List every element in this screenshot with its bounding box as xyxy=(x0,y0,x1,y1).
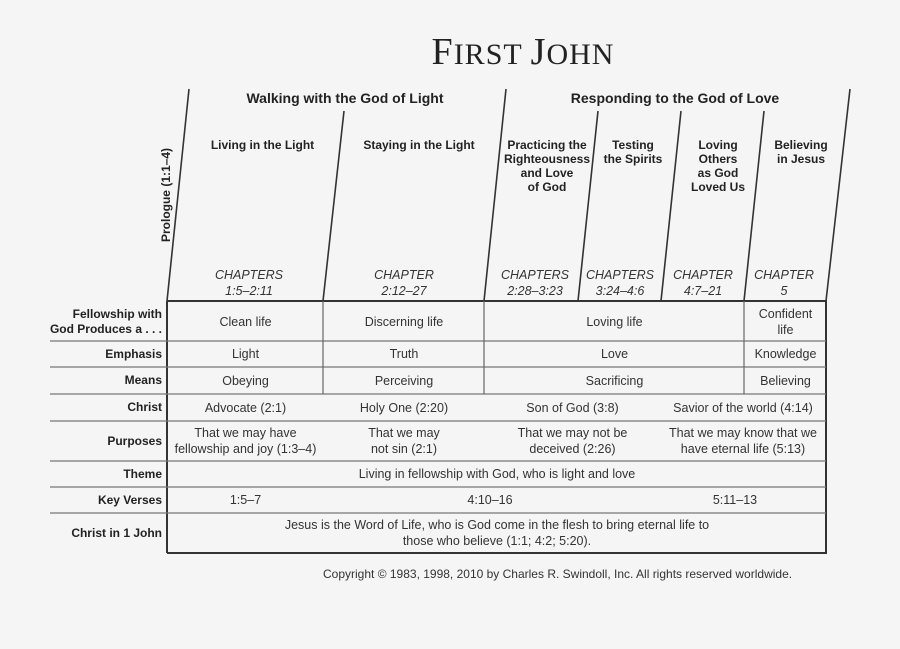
cell-christ-1: Advocate (2:1) xyxy=(204,400,287,415)
cell-emphasis-2: Truth xyxy=(389,347,419,361)
row-label-christ: Christ xyxy=(127,400,162,414)
column-heading-testing: Testing the Spirits xyxy=(603,138,663,166)
cell-fellowship-1: Clean life xyxy=(219,314,272,329)
cell-purposes-1: That we may have fellowship and joy (1:3–4) xyxy=(174,426,317,456)
section-heading-light: Walking with the God of Light xyxy=(246,90,444,106)
column-heading-loving-others: Loving Others as God Loved Us xyxy=(690,138,745,194)
chapter-ref-5: CHAPTER 4:7–21 xyxy=(673,268,733,298)
cell-key-verse-3: 5:11–13 xyxy=(712,493,758,507)
chapter-ref-4: CHAPTERS 3:24–4:6 xyxy=(585,268,655,298)
cell-means-4: Believing xyxy=(760,373,811,388)
row-label-fellowship: Fellowship with God Produces a . . . xyxy=(49,306,162,336)
cell-fellowship-4: Confident life xyxy=(758,306,813,337)
cell-means-1: Obeying xyxy=(222,373,269,388)
row-label-means: Means xyxy=(124,373,162,387)
column-heading-practicing: Practicing the Righteousness and Love of God xyxy=(503,138,590,194)
column-heading-believing: Believing in Jesus xyxy=(774,138,828,166)
cell-emphasis-4: Knowledge xyxy=(754,347,817,361)
chapter-ref-3: CHAPTERS 2:28–3:23 xyxy=(500,268,570,298)
chapter-ref-1: CHAPTERS 1:5–2:11 xyxy=(214,268,284,298)
cell-christ-in-john: Jesus is the Word of Life, who is God come in the flesh to bring eternal life to those who believe (1:1; 4:2; 5:20). xyxy=(284,518,710,548)
prologue-label: Prologue (1:1–4) xyxy=(159,147,173,243)
cell-emphasis-1: Light xyxy=(231,347,260,361)
copyright-notice: Copyright © 1983, 1998, 2010 by Charles R. Swindoll, Inc. All rights reserved worldwide. xyxy=(323,567,793,581)
cell-means-3: Sacrificing xyxy=(585,373,644,388)
cell-key-verse-2: 4:10–16 xyxy=(467,493,513,507)
row-label-emphasis: Emphasis xyxy=(105,346,162,361)
chapter-ref-2: CHAPTER 2:12–27 xyxy=(374,268,434,298)
cell-emphasis-3: Love xyxy=(600,347,629,361)
row-label-christ-in-john: Christ in 1 John xyxy=(71,525,162,540)
row-label-purposes: Purposes xyxy=(107,433,162,448)
cell-theme: Living in fellowship with God, who is light and love xyxy=(358,467,636,481)
cell-christ-4: Savior of the world (4:14) xyxy=(673,400,813,415)
page-title: FIRST JOHN xyxy=(431,31,615,73)
cell-fellowship-3: Loving life xyxy=(586,314,643,329)
cell-christ-3: Son of God (3:8) xyxy=(526,400,619,415)
column-heading-living-in-light: Living in the Light xyxy=(210,138,315,152)
chapter-ref-6: CHAPTER 5 xyxy=(754,268,814,298)
cell-christ-2: Holy One (2:20) xyxy=(359,400,449,415)
section-heading-love: Responding to the God of Love xyxy=(570,90,780,106)
column-heading-staying-in-light: Staying in the Light xyxy=(363,138,475,152)
cell-purposes-4: That we may know that we have eternal life (5:13) xyxy=(669,426,817,456)
row-label-theme: Theme xyxy=(123,466,162,481)
row-label-key-verses: Key Verses xyxy=(97,492,162,507)
cell-key-verse-1: 1:5–7 xyxy=(229,493,262,507)
cell-purposes-3: That we may not be deceived (2:26) xyxy=(517,426,628,456)
cell-means-2: Perceiving xyxy=(374,373,434,388)
cell-fellowship-2: Discerning life xyxy=(364,314,444,329)
cell-purposes-2: That we may not sin (2:1) xyxy=(368,426,440,456)
